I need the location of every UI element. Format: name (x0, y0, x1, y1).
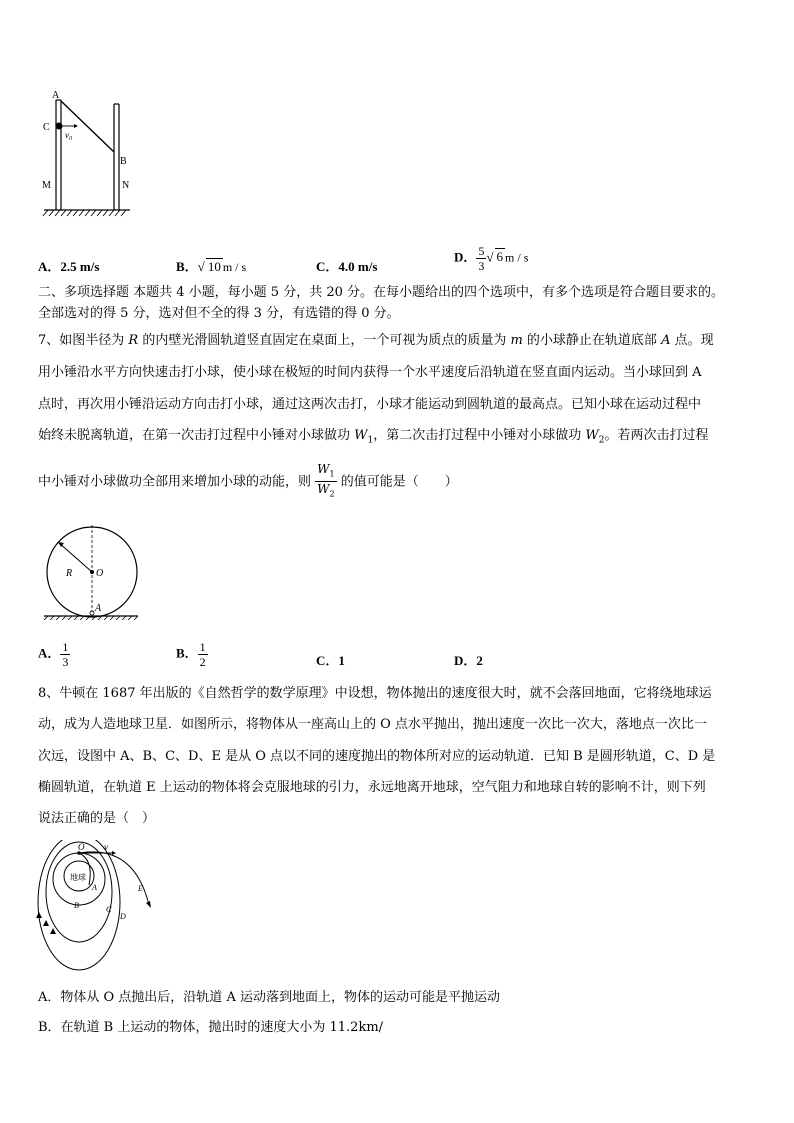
label-a: A (92, 883, 97, 892)
label-earth: 地球 (70, 873, 86, 882)
q7-option-d: D．2 (454, 653, 483, 668)
label-a: A (95, 603, 102, 614)
figure-poles (38, 88, 138, 218)
label-n: N (122, 180, 130, 191)
q8-line2: 动，成为人造地球卫星．如图所示，将物体从一座高山上的 O 点水平抛出，抛出速度一次比一次大，落地点一次比一 (38, 717, 707, 732)
q8-option-a: A．物体从 O 点抛出后，沿轨道 A 运动落到地面上，物体的运动可能是平抛运动 (38, 990, 500, 1005)
q6-option-c: C．4.0 m/s (316, 259, 378, 274)
label-c: C (106, 905, 112, 914)
w-ratio: $\frac{W_1}{W_2}$ (317, 462, 335, 499)
label-a: A (52, 90, 60, 101)
q8-line1: 8、牛顿在 1687 年出版的《自然哲学的数学原理》中设想，物体抛出的速度很大时，就不会落回地面，它将绕地球运 (38, 686, 712, 701)
figure-orbits (34, 840, 164, 974)
label-o: O (96, 568, 104, 579)
label-m: M (42, 180, 51, 191)
label-c: C (43, 122, 50, 133)
q7-line2: 用小锤沿水平方向快速击打小球，使小球在极短的时间内获得一个水平速度后沿轨道在竖直面内运动。当小球回到 A (38, 365, 702, 380)
label-b: B (74, 901, 79, 910)
figure-circle-track (40, 520, 140, 620)
label-d: D (120, 912, 126, 921)
section2-line2: 全部选对的得 5 分，选对但不全的得 3 分，有选错的得 0 分。 (38, 306, 400, 321)
q8-line4: 椭圆轨道，在轨道 E 上运动的物体将会克服地球的引力，永远地离开地球，空气阻力和地球自转的影响不计，则下列 (38, 780, 706, 795)
q7-line5: 中小锤对小球做功全部用来增加小球的动能，则 $\frac{W_1}{W_2}$ 的值可能是（ ） (38, 462, 458, 502)
label-o: O (78, 842, 85, 852)
ball (56, 123, 63, 130)
q7-option-a: A． $\frac{1}{3}$ (38, 640, 69, 669)
q7-line3: 点时，再次用小锤沿运动方向击打小球，通过这两次击打，小球才能运动到圆轨道的最高点。已知小球在运动过程中 (38, 397, 702, 412)
q7-option-b: B． $\frac{1}{2}$ (176, 640, 206, 669)
label-b: B (120, 156, 127, 167)
q8-line5: 说法正确的是（ ） (38, 811, 156, 826)
q7-line4: 始终未脱离轨道，在第一次击打过程中小锤对小球做功 $W_1$，第二次击打过程中小锤对小球做功 $W_2$。若两次击打过程 (38, 428, 709, 446)
label-r: R (66, 568, 73, 579)
q6-option-d: D． $\frac{5}{3}$ √ 6 m / s (454, 244, 529, 273)
q8-option-b: B．在轨道 B 上运动的物体，抛出时的速度大小为 11.2km/ (38, 1020, 384, 1035)
q8-line3: 次远，设图中 A、B、C、D、E 是从 O 点以不同的速度抛出的物体所对应的运动轨道．已知 B 是圆形轨道，C、D 是 (38, 749, 716, 764)
q6-option-b: B．√ 10 m / s (176, 259, 247, 274)
q6-option-a: A．2.5 m/s (38, 259, 100, 274)
label-v0: $v_0$ (65, 130, 72, 142)
q7-line1: 7、如图半径为 R 的内壁光滑圆轨道竖直固定在桌面上，一个可视为质点的质量为 m 的小球静止在轨道底部 A 点。现 (38, 333, 714, 348)
label-e: E (138, 884, 143, 893)
q7-option-c: C．1 (316, 653, 345, 668)
label-v: v (104, 842, 108, 852)
section2-line1: 二、多项选择题 本题共 4 小题，每小题 5 分，共 20 分。在每小题给出的四个选项中，有多个选项是符合题目要求的。 (38, 285, 725, 300)
